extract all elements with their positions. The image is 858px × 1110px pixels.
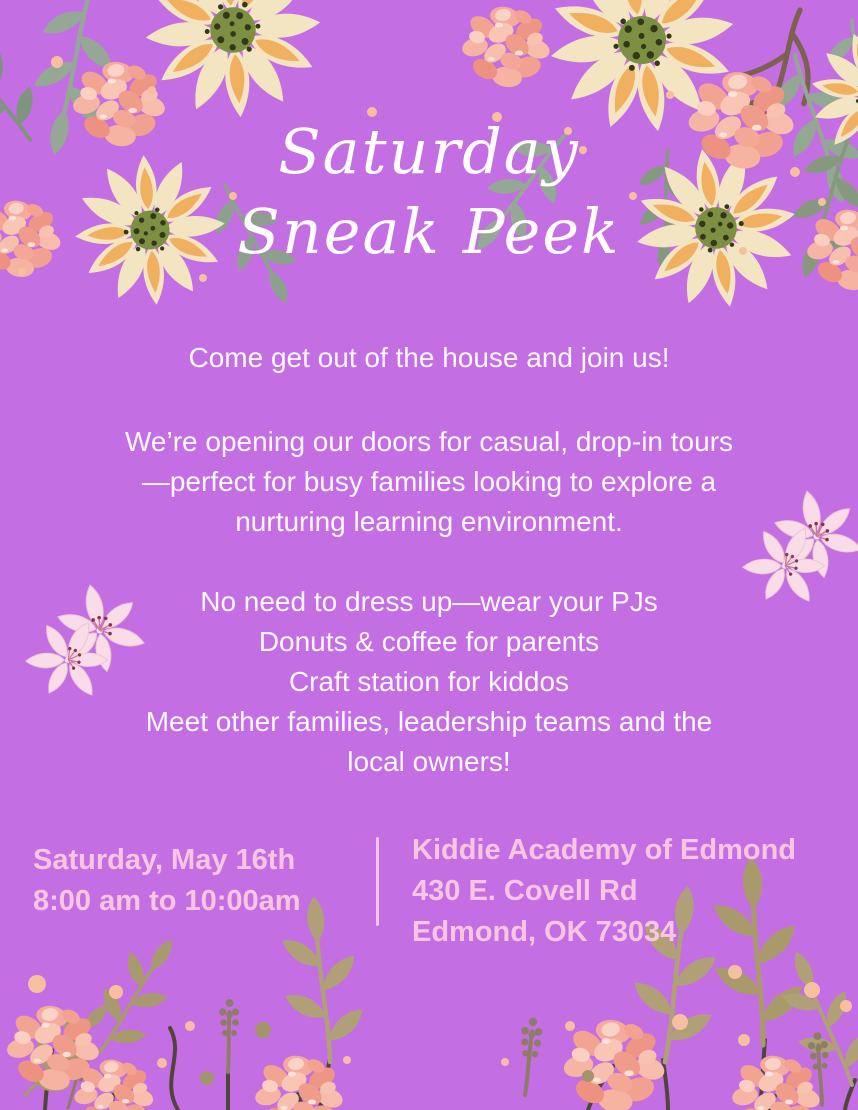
tour-line-2: —perfect for busy families looking to explore a: [141, 466, 717, 497]
event-time: 8:00 am to 10:00am: [33, 885, 301, 917]
perks-list: [0, 582, 858, 782]
seed-spike-icon: [219, 999, 239, 1072]
perk-line-2: Donuts & coffee for parents: [258, 626, 600, 657]
flyer-title: [0, 112, 858, 272]
tour-line-1: We’re opening our doors for casual, drop-in tours: [124, 426, 734, 457]
carnation-flower-icon: [460, 4, 552, 89]
venue-city: Edmond, OK 73034: [412, 916, 677, 948]
event-datetime: [33, 840, 301, 922]
seed-spike-icon: [516, 1017, 544, 1096]
carnation-flower-icon: [561, 1017, 667, 1110]
title-line-1: Saturday: [278, 115, 580, 188]
footer-divider: [376, 837, 379, 926]
carnation-flower-icon: [730, 1053, 822, 1110]
tour-paragraph: [0, 422, 858, 542]
perk-line-1: No need to dress up—wear your PJs: [200, 586, 658, 617]
perk-line-4: Meet other families, leadership teams and the: [145, 706, 713, 737]
venue-name: Kiddie Academy of Edmond: [412, 834, 797, 866]
venue-street: 430 E. Covell Rd: [412, 875, 638, 907]
intro-text: Come get out of the house and join us!: [188, 342, 670, 373]
venue-address: [412, 830, 796, 953]
perk-line-5: local owners!: [347, 746, 511, 777]
perk-line-3: Craft station for kiddos: [288, 666, 570, 697]
event-date: Saturday, May 16th: [33, 844, 296, 876]
title-line-2: Sneak Peek: [237, 195, 621, 268]
tour-line-3: nurturing learning environment.: [235, 506, 623, 537]
